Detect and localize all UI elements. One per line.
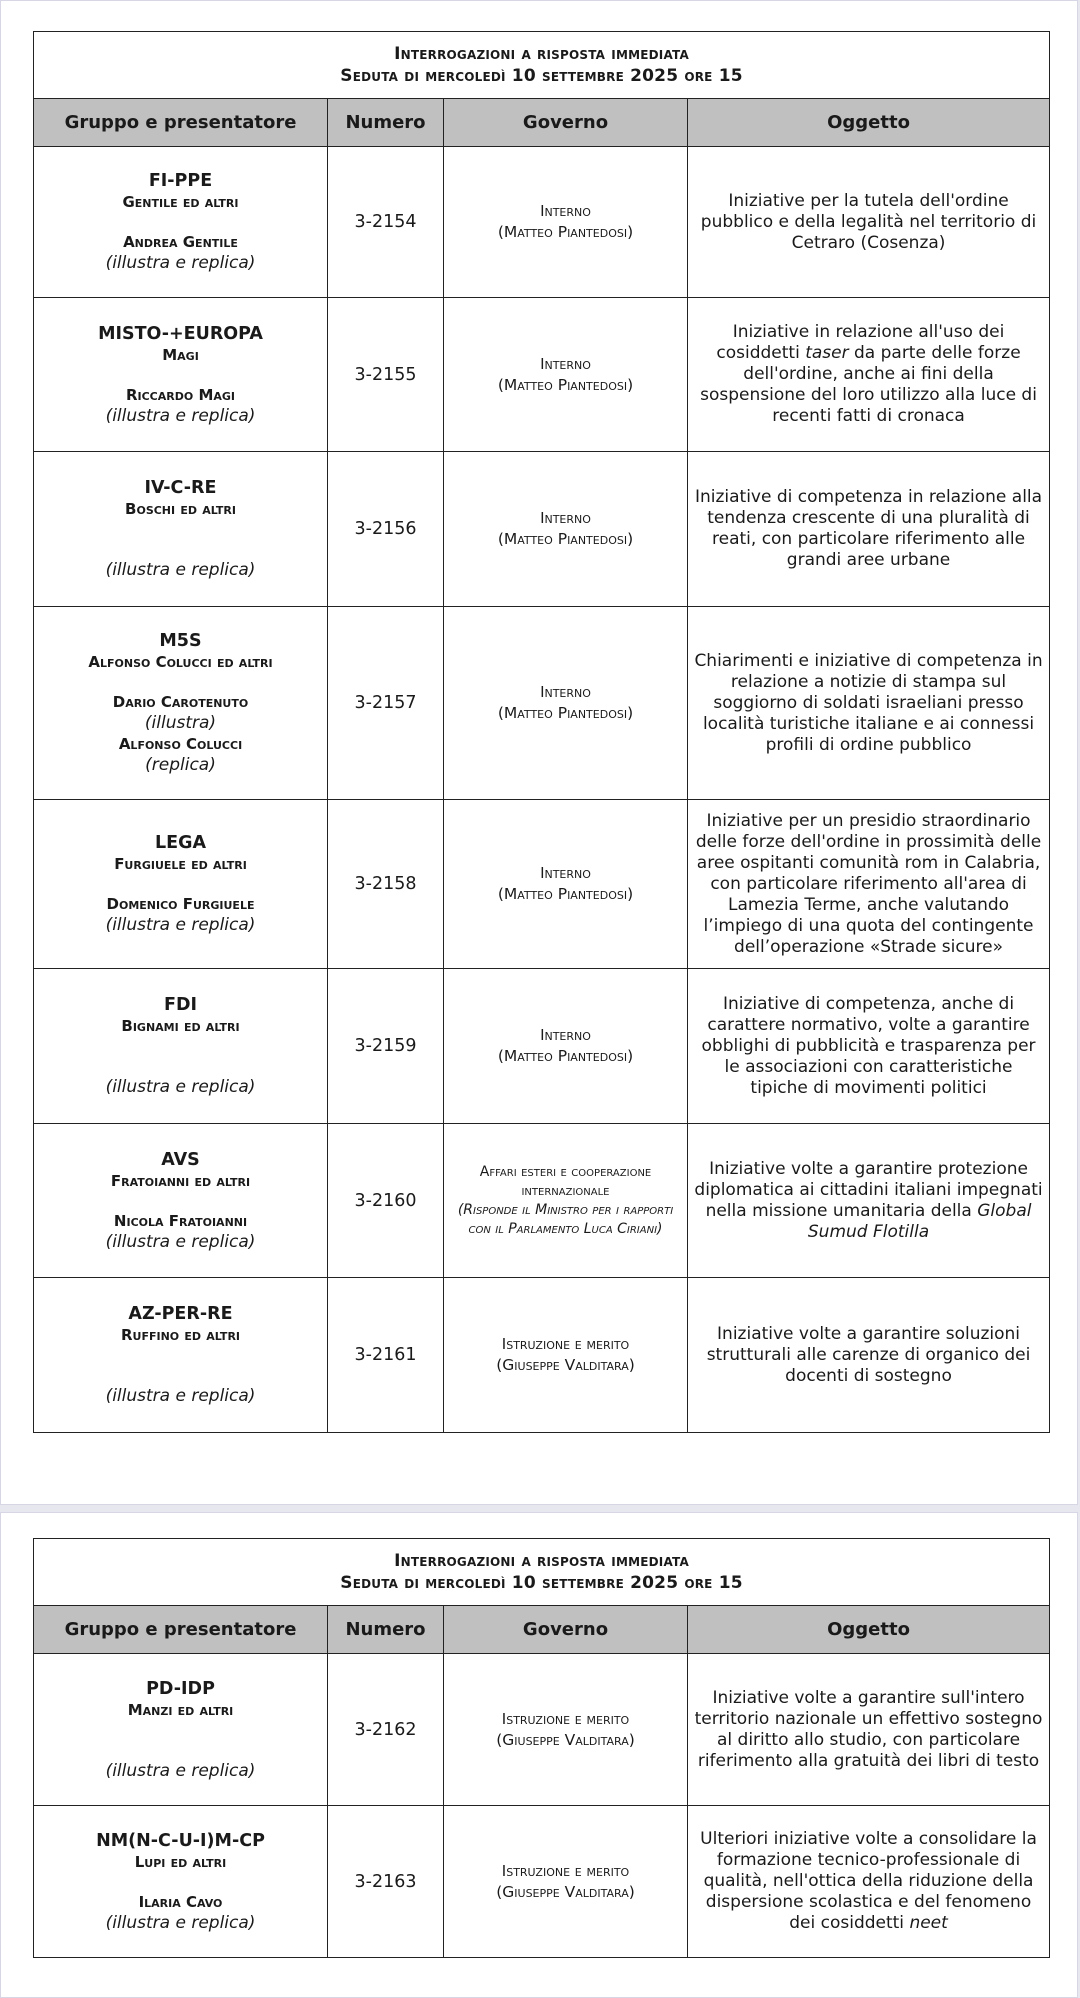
ministry: Interno: [540, 202, 591, 220]
minister: (Matteo Piantedosi): [497, 885, 634, 903]
group-signatories: Furgiuele ed altri: [114, 855, 247, 873]
government-cell: [444, 1806, 688, 1958]
ministry: Istruzione e merito: [501, 1861, 630, 1880]
table-row: [34, 800, 1050, 969]
presenter-name: Dario Carotenuto: [112, 693, 249, 711]
group-code: MISTO-+EUROPA: [98, 323, 263, 344]
group-signatories: Ruffino ed altri: [120, 1326, 241, 1344]
government-cell: [444, 969, 688, 1124]
group-cell: [34, 607, 328, 800]
col-header-number: Numero: [328, 1606, 444, 1654]
table-title: [34, 32, 1050, 99]
table-title: [34, 1539, 1050, 1606]
subject-cell: Iniziative volte a garantire sull'intero territorio nazionale un effettivo sostegno al diritto allo studio, con particolare riferimento alla gratuità dei libri di testo: [688, 1654, 1050, 1806]
question-number: 3-2159: [328, 969, 444, 1124]
presenter-role: (illustra e replica): [105, 405, 256, 426]
group-signatories: Lupi ed altri: [134, 1852, 227, 1871]
ministry: Istruzione e merito: [501, 1709, 630, 1728]
group-cell: [34, 147, 328, 298]
group-code: M5S: [159, 631, 202, 651]
group-signatories: Boschi ed altri: [125, 500, 236, 518]
subject-cell: Iniziative per la tutela dell'ordine pubblico e della legalità nel territorio di Cetraro (Cosenza): [688, 147, 1050, 298]
minister: (Matteo Piantedosi): [497, 223, 634, 241]
ministry: Interno: [540, 509, 591, 527]
question-number: 3-2163: [328, 1806, 444, 1958]
question-number: 3-2156: [328, 452, 444, 607]
presenter-role: (illustra e replica): [105, 1077, 256, 1097]
subject-emphasis: taser: [805, 343, 849, 363]
minister: (Matteo Piantedosi): [497, 375, 634, 394]
group-cell: [34, 1806, 328, 1958]
table-row: [34, 298, 1050, 452]
minister: (Giuseppe Valditara): [496, 1356, 635, 1374]
presenter-role: (illustra e replica): [105, 560, 256, 580]
presenter-name: Domenico Furgiuele: [106, 895, 255, 913]
ministry: Interno: [540, 683, 591, 701]
subject-emphasis: Global Sumud Flotilla: [807, 1200, 1032, 1242]
table-row: [34, 607, 1050, 800]
ministry: Interno: [540, 354, 591, 373]
col-header-number: Numero: [328, 99, 444, 147]
table-row: [34, 1806, 1050, 1958]
government-cell: [444, 452, 688, 607]
group-cell: [34, 1278, 328, 1433]
group-signatories: Fratoianni ed altri: [110, 1171, 251, 1190]
table-row: [34, 1654, 1050, 1806]
header-row: [34, 1606, 1050, 1654]
ministry: Interno: [540, 1026, 591, 1044]
title-line-1: Interrogazioni a risposta immediata: [394, 44, 689, 64]
minister: (Giuseppe Valditara): [496, 1730, 635, 1749]
col-header-group: Gruppo e presentatore: [34, 99, 328, 147]
col-header-government: Governo: [444, 1606, 688, 1654]
question-number: 3-2161: [328, 1278, 444, 1433]
title-line-2: Seduta di mercoledì 10 settembre 2025 ore 15: [340, 1573, 743, 1593]
presenter-role: (illustra e replica): [105, 1231, 256, 1252]
question-number: 3-2157: [328, 607, 444, 800]
group-cell: [34, 1124, 328, 1278]
minister: (Giuseppe Valditara): [496, 1882, 635, 1901]
government-cell: [444, 1654, 688, 1806]
government-cell: [444, 298, 688, 452]
group-signatories: Gentile ed altri: [122, 193, 239, 211]
subject-cell: [688, 298, 1050, 452]
group-cell: [34, 1654, 328, 1806]
col-header-government: Governo: [444, 99, 688, 147]
presenter-role: (illustra e replica): [105, 1760, 256, 1781]
table-row: [34, 969, 1050, 1124]
subject-cell: Iniziative di competenza in relazione alla tendenza crescente di una pluralità di reati, con particolare riferimento alle grandi aree urbane: [688, 452, 1050, 607]
group-cell: [34, 452, 328, 607]
title-line-1: Interrogazioni a risposta immediata: [394, 1551, 689, 1571]
question-number: 3-2160: [328, 1124, 444, 1278]
question-number: 3-2154: [328, 147, 444, 298]
group-signatories: Alfonso Colucci ed altri: [88, 653, 273, 671]
group-cell: [34, 800, 328, 969]
group-signatories: Magi: [162, 345, 199, 364]
group-code: AZ-PER-RE: [128, 1304, 233, 1324]
col-header-group: Gruppo e presentatore: [34, 1606, 328, 1654]
question-number: 3-2162: [328, 1654, 444, 1806]
presenter-role-2: (replica): [145, 755, 216, 775]
subject-cell: Iniziative per un presidio straordinario delle forze dell'ordine in prossimità delle aree ospitanti comunità rom in Calabria, con particolare riferimento all'area di Lamezia Terme, anche valutando l’impiego di una quota del contingente dell’operazione «Strade sicure»: [688, 800, 1050, 969]
subject-text: da parte delle forze dell'ordine, anche ai fini della sospensione del loro utilizzo alla luce di recenti fatti di cronaca: [700, 343, 1037, 426]
presenter-name: Ilaria Cavo: [138, 1892, 223, 1911]
group-code: FDI: [164, 995, 197, 1015]
presenter-role: (illustra e replica): [105, 1386, 256, 1406]
subject-text: Iniziative in relazione all'uso dei cosiddetti: [716, 322, 1005, 363]
presenter-name-2: Alfonso Colucci: [118, 735, 243, 753]
presenter-name: Andrea Gentile: [123, 233, 238, 251]
presenter-role: (illustra): [144, 713, 217, 733]
presenter-role: (illustra e replica): [105, 915, 256, 935]
group-cell: [34, 969, 328, 1124]
government-cell: [444, 800, 688, 969]
questions-table: [33, 31, 1050, 1433]
subject-text: Iniziative volte a garantire protezione diplomatica ai cittadini italiani impegnati nella missione umanitaria della: [694, 1158, 1043, 1221]
subject-emphasis: neet: [909, 1913, 948, 1933]
presenter-role: (illustra e replica): [105, 253, 256, 273]
government-cell: [444, 147, 688, 298]
group-cell: [34, 298, 328, 452]
table-row: [34, 1124, 1050, 1278]
minister: (Risponde il Ministro per i rapporti con il Parlamento Luca Ciriani): [457, 1201, 674, 1237]
ministry: Istruzione e merito: [501, 1335, 630, 1353]
subject-cell: Iniziative di competenza, anche di carattere normativo, volte a garantire obblighi di pubblicità e trasparenza per le associazioni con caratteristiche tipiche di movimenti politici: [688, 969, 1050, 1124]
subject-text: Ulteriori iniziative volte a consolidare la formazione tecnico-professionale di qualità, nell'ottica della riduzione della dispersione scolastica e del fenomeno dei cosiddetti: [700, 1829, 1037, 1933]
header-row: [34, 99, 1050, 147]
government-cell: [444, 607, 688, 800]
subject-cell: Chiarimenti e iniziative di competenza in relazione a notizie di stampa sul soggiorno di soldati israeliani presso località turistiche italiane e ai connessi profili di ordine pubblico: [688, 607, 1050, 800]
group-code: LEGA: [154, 833, 206, 853]
minister: (Matteo Piantedosi): [497, 704, 634, 722]
col-header-subject: Oggetto: [688, 99, 1050, 147]
group-code: FI-PPE: [148, 171, 213, 191]
minister: (Matteo Piantedosi): [497, 530, 634, 548]
government-cell: [444, 1124, 688, 1278]
document-page-2: [0, 1512, 1078, 1998]
group-code: IV-C-RE: [144, 478, 217, 498]
ministry: Interno: [540, 864, 591, 882]
title-line-2: Seduta di mercoledì 10 settembre 2025 ore 15: [340, 66, 743, 86]
table-row: [34, 1278, 1050, 1433]
presenter-role: (illustra e replica): [105, 1912, 256, 1933]
table-row: [34, 452, 1050, 607]
group-code: NM(N-C-U-I)M-CP: [96, 1830, 265, 1851]
minister: (Matteo Piantedosi): [497, 1047, 634, 1065]
table-row: [34, 147, 1050, 298]
question-number: 3-2158: [328, 800, 444, 969]
group-signatories: Manzi ed altri: [127, 1700, 234, 1719]
presenter-name: Riccardo Magi: [125, 385, 236, 404]
col-header-subject: Oggetto: [688, 1606, 1050, 1654]
subject-cell: Iniziative volte a garantire soluzioni strutturali alle carenze di organico dei docenti di sostegno: [688, 1278, 1050, 1433]
ministry: Affari esteri e cooperazione internazionale: [479, 1163, 652, 1199]
question-number: 3-2155: [328, 298, 444, 452]
group-code: PD-IDP: [146, 1678, 215, 1699]
government-cell: [444, 1278, 688, 1433]
questions-table-continued: [33, 1538, 1050, 1958]
group-signatories: Bignami ed altri: [121, 1017, 240, 1035]
group-code: AVS: [161, 1149, 200, 1170]
presenter-name: Nicola Fratoianni: [113, 1211, 248, 1230]
subject-cell: [688, 1124, 1050, 1278]
subject-cell: [688, 1806, 1050, 1958]
